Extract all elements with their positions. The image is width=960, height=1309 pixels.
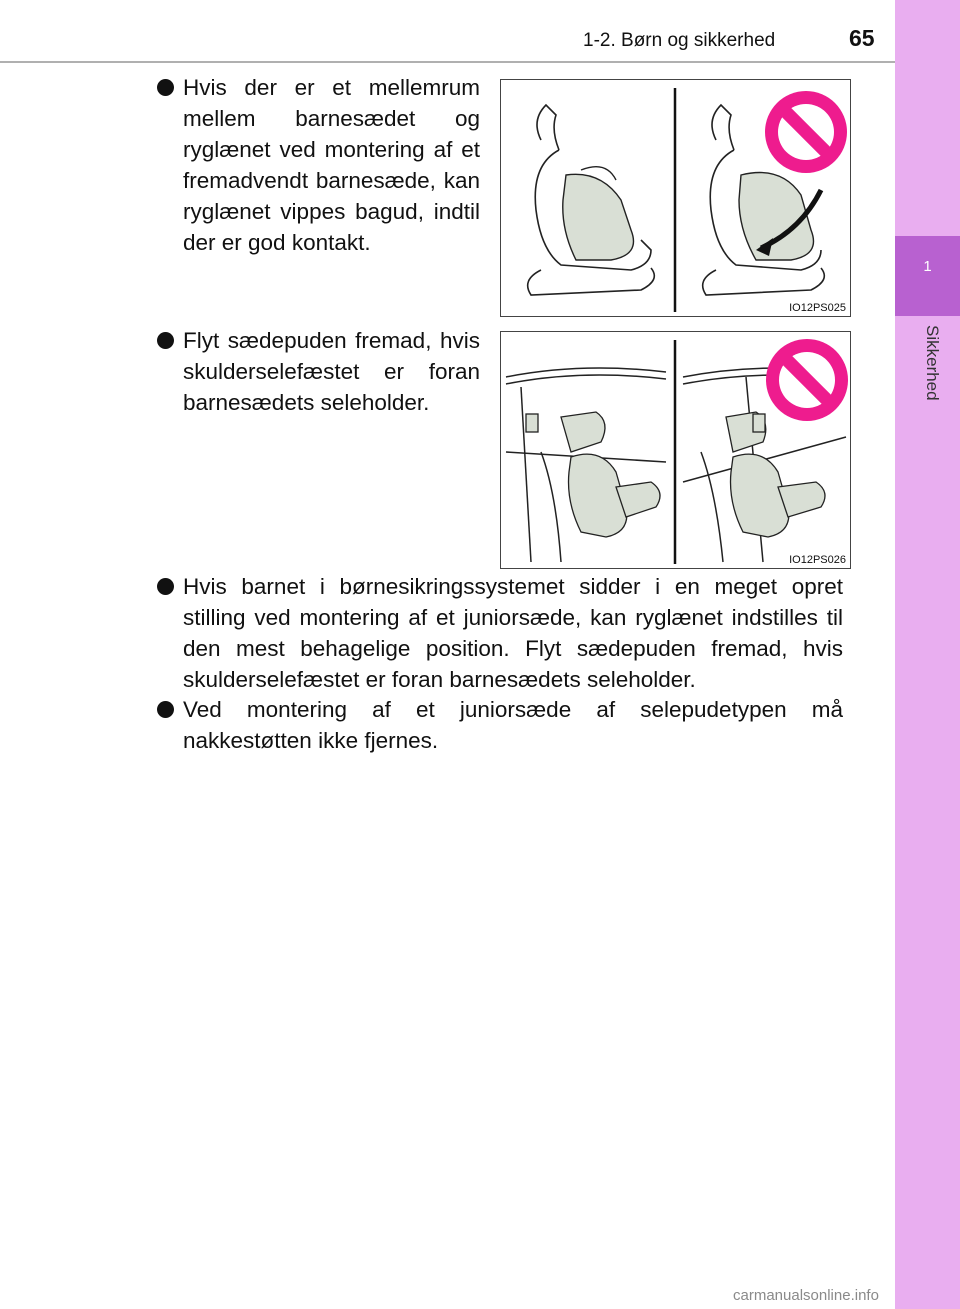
bullet-text: Ved montering af et juniorsæde af selepudetypen må nakkestøtten ikke fjernes. — [183, 697, 843, 753]
section-title: 1-2. Børn og sikkerhed — [583, 30, 776, 51]
chapter-number: 1 — [923, 258, 932, 275]
booster-seat-illustration — [501, 332, 850, 568]
page-number: 65 — [849, 25, 875, 51]
bullet-text: Flyt sædepuden fremad, hvis skulderselefæstet er foran barnesædets seleholder. — [183, 328, 480, 415]
bullet-text: Hvis der er et mellemrum mellem barnesædet og ryglænet ved montering af et fremadvendt barnesæde, kan ryglænet vippes bagud, indtil der er god kontakt. — [183, 75, 480, 255]
bullet-dot-icon — [157, 578, 174, 595]
bullet-item — [183, 325, 480, 418]
chapter-side-strip — [895, 0, 960, 1309]
footer-watermark[interactable]: carmanualsonline.info — [733, 1287, 879, 1304]
bullet-item — [183, 571, 843, 695]
bullet-dot-icon — [157, 701, 174, 718]
chapter-tab[interactable] — [895, 236, 960, 316]
prohibition-icon — [765, 91, 847, 173]
bullet-item — [183, 694, 843, 756]
bullet-item — [183, 72, 480, 258]
bullet-text: Hvis barnet i børnesikringssystemet sidder i en meget opret stilling ved montering af et juniorsæde, kan ryglænet indstilles til den mest behagelige position. Flyt sædepuden fremad, hvis skulderselefæstet er foran barnesædets seleholder. — [183, 574, 843, 692]
bullet-dot-icon — [157, 332, 174, 349]
figure-code: IO12PS025 — [789, 302, 846, 314]
figure-shoulder-belt-anchor — [500, 331, 851, 569]
header-divider — [0, 61, 895, 63]
figure-seatback-gap — [500, 79, 851, 317]
bullet-dot-icon — [157, 79, 174, 96]
chapter-label: Sikkerhed — [923, 325, 942, 401]
prohibition-icon — [766, 339, 848, 421]
seat-illustration — [501, 80, 850, 316]
figure-code: IO12PS026 — [789, 554, 846, 566]
